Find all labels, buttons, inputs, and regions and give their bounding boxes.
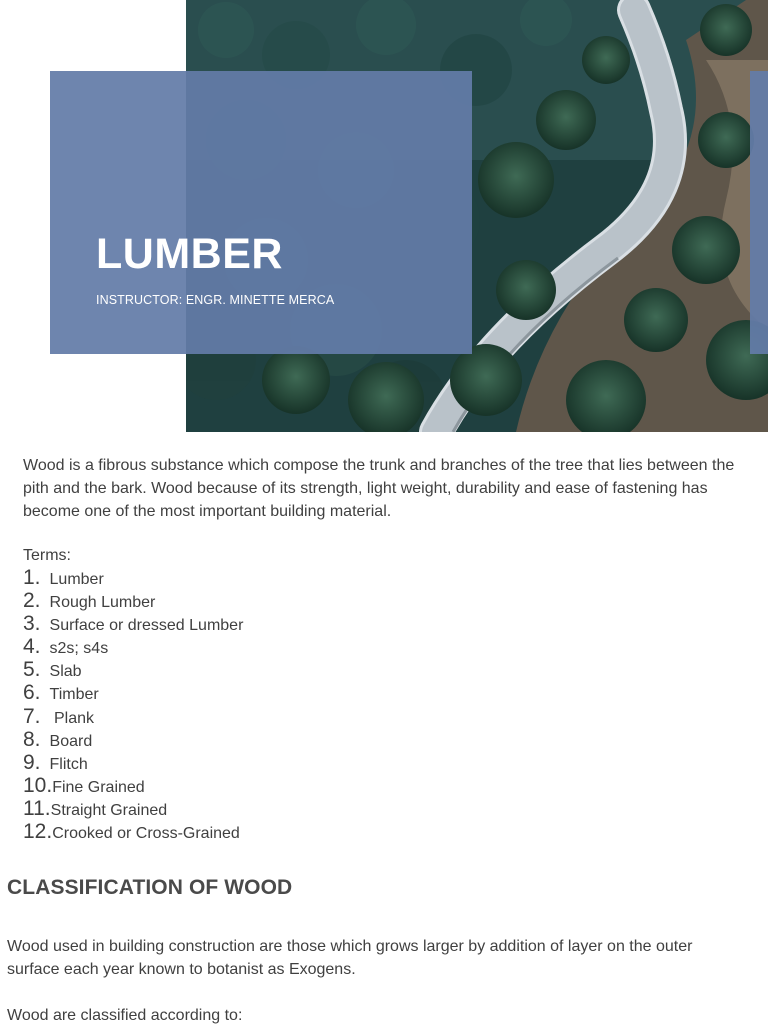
term-number: 2. <box>23 589 41 613</box>
section-heading: CLASSIFICATION OF WOOD <box>7 876 293 899</box>
term-number: 10. <box>23 773 53 797</box>
term-text: Timber <box>49 686 99 704</box>
terms-label: Terms: <box>23 547 71 564</box>
list-item <box>23 681 243 704</box>
term-text: Straight Grained <box>50 801 168 819</box>
list-item <box>23 774 243 797</box>
title-panel <box>50 71 472 354</box>
list-item <box>23 820 243 843</box>
term-text: Rough Lumber <box>49 594 156 612</box>
classified-intro: Wood are classified according to: <box>7 1007 243 1024</box>
term-number: 12. <box>23 820 53 844</box>
term-number: 11. <box>23 796 51 820</box>
list-item <box>23 658 243 681</box>
term-text: Lumber <box>49 571 104 588</box>
list-item <box>23 797 243 820</box>
term-number: 3. <box>23 612 41 636</box>
terms-list <box>23 566 243 843</box>
term-number: 4. <box>23 635 41 659</box>
list-item <box>23 635 243 658</box>
term-text: s2s; s4s <box>49 640 109 658</box>
term-text: Board <box>49 732 93 750</box>
term-text: Crooked or Cross-Grained <box>52 825 240 843</box>
side-accent-panel <box>750 71 768 354</box>
instructor-subtitle: INSTRUCTOR: ENGR. MINETTE MERCA <box>96 293 335 307</box>
term-number: 1. <box>23 566 41 589</box>
term-number: 6. <box>23 681 41 705</box>
classification-paragraph: Wood used in building construction are those which grows larger by addition of layer on the outer surface each year known to botanist as Exogens. <box>7 938 693 978</box>
list-item <box>23 566 243 589</box>
term-text: Slab <box>49 663 82 681</box>
list-item <box>23 589 243 612</box>
intro-paragraph: Wood is a fibrous substance which compose the trunk and branches of the tree that lies between the pith and the bark. Wood because of its strength, light weight, durability and ease of fastening has become one of the most important building material. <box>23 457 735 520</box>
term-text: Flitch <box>49 755 88 773</box>
term-number: 9. <box>23 750 41 774</box>
term-text: Fine Grained <box>52 778 145 796</box>
document-title: LUMBER <box>96 230 283 278</box>
term-number: 8. <box>23 727 41 751</box>
list-item <box>23 705 243 728</box>
list-item <box>23 728 243 751</box>
list-item <box>23 751 243 774</box>
term-number: 7. <box>23 704 41 728</box>
term-number: 5. <box>23 658 41 682</box>
term-text: Surface or dressed Lumber <box>49 617 244 635</box>
list-item <box>23 612 243 635</box>
term-text: Plank <box>49 709 94 727</box>
